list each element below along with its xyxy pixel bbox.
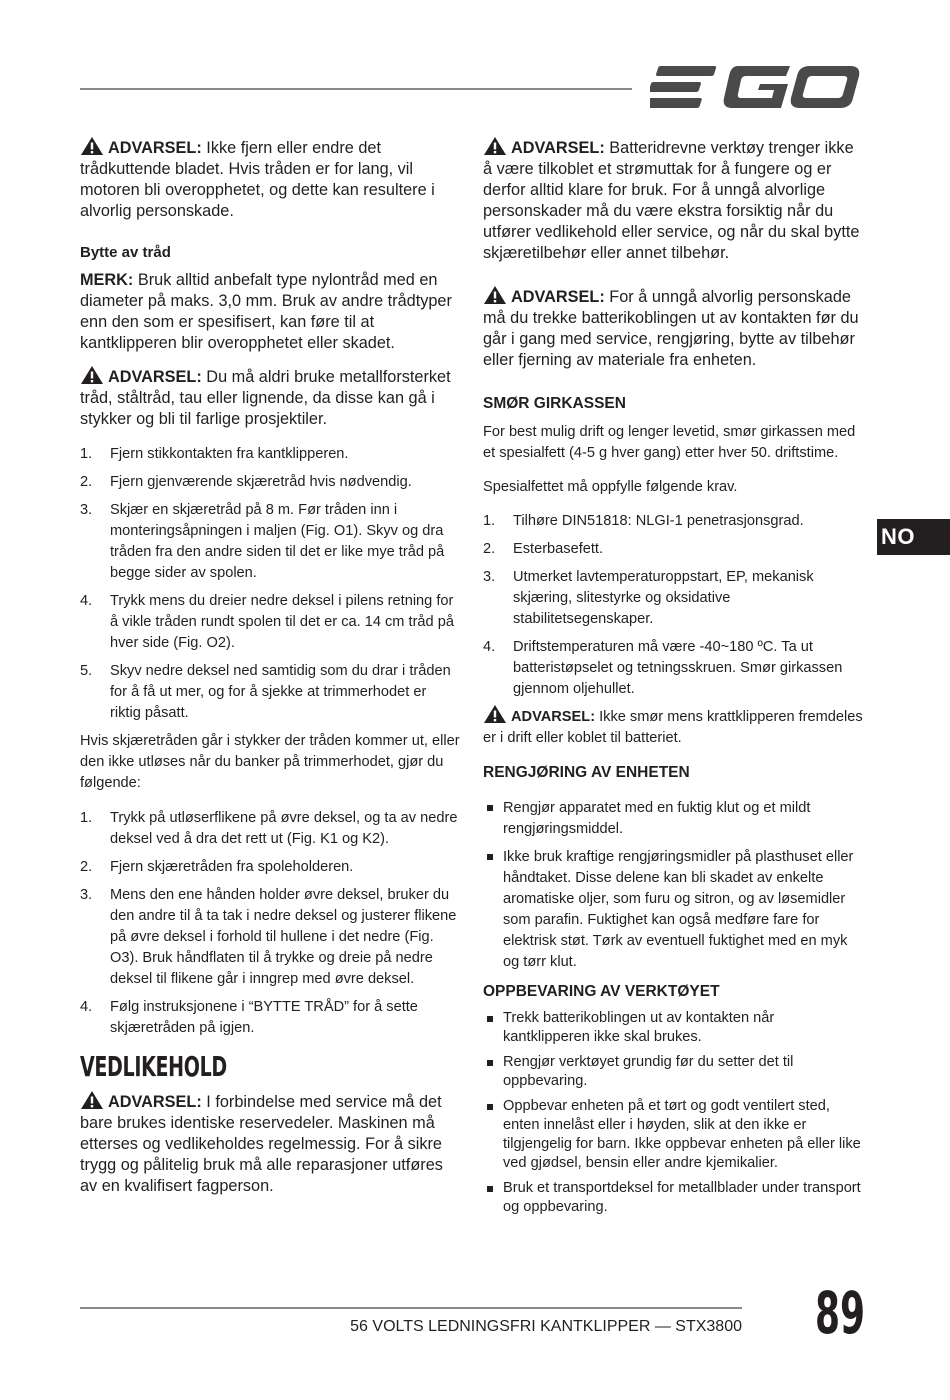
- bullet-text: Rengjør verktøyet grundig før du setter det til oppbevaring.: [503, 1054, 794, 1089]
- warning-blade: [80, 136, 460, 222]
- maintenance-heading: VEDLIKEHOLD: [80, 1050, 227, 1083]
- step-text: Tilhøre DIN51818: NLGI-1 penetrasjonsgrad.: [513, 513, 804, 529]
- list-item: [483, 1009, 863, 1047]
- step-text: Fjern skjæretråden fra spoleholderen.: [110, 859, 354, 875]
- warning-text: For å unngå alvorlig personskade må du trekke batterikoblingen ut av kontakten før du går i gang med service, rengjøring, bytte av tilbehør eller fjerning av materiale fra enheten.: [483, 288, 859, 369]
- step-number: 3.: [483, 569, 496, 585]
- replace-line-heading: Bytte av tråd: [80, 244, 171, 261]
- left-column: [80, 136, 460, 1197]
- step-text: Esterbasefett.: [513, 541, 604, 557]
- list-item: [80, 472, 460, 493]
- warning-disconnect: [483, 285, 863, 371]
- warning-text: Du må aldri bruke metallforsterket tråd, ståltråd, tau eller lignende, da disse kan gå i stykker og bli til farlige prosjektiler.: [80, 368, 451, 428]
- warning-text: I forbindelse med service må det bare brukes identiske reservedeler. Maskinen må etterses og vedlikeholdes regelmessig. For å sikre trygg og pålitelig bruk må alle reparasjoner utføres av en kvalifisert fagperson.: [80, 1093, 443, 1195]
- list-item: [483, 1097, 863, 1173]
- step-text: Skjær en skjæretråd på 8 m. Før tråden inn i monteringsåpningen i maljen (Fig. O1). Skyv og dra tråden fra den andre siden til det er like mye tråd på begge sider av spolen.: [110, 502, 445, 581]
- step-text: Utmerket lavtemperaturoppstart, EP, mekanisk skjæring, slitestyrke og oksidative stabilitetsegenskaper.: [513, 569, 814, 627]
- step-number: 1.: [80, 810, 93, 826]
- rewind-steps: [80, 808, 460, 1039]
- bullet-text: Oppbevar enheten på et tørt og godt ventilert sted, enten innelåst eller i høyden, slik at den ikke er tilgjengelig for barn. Ikke oppbevar enheten på eller like ved gjødsel, bensin eller andre kjemikalier.: [503, 1098, 861, 1171]
- list-item: [483, 1179, 863, 1217]
- warning-label: ADVARSEL:: [108, 139, 202, 157]
- warning-text: Ikke fjern eller endre det trådkuttende bladet. Hvis tråden er for lang, vil motoren bli overopphetet, og dette kan resultere i alvorlig personskade.: [80, 139, 435, 220]
- list-item: [483, 511, 863, 532]
- note-label: MERK:: [80, 271, 134, 289]
- warning-triangle-icon: [483, 285, 507, 305]
- list-item: [80, 661, 460, 724]
- step-text: Fjern gjenværende skjæretråd hvis nødvendig.: [110, 474, 412, 490]
- language-tab: NO: [877, 519, 950, 555]
- warning-triangle-icon: [80, 1090, 104, 1110]
- warning-label: ADVARSEL:: [511, 139, 605, 157]
- footer-rule: [80, 1307, 742, 1309]
- note-text: Bruk alltid anbefalt type nylontråd med en diameter på maks. 3,0 mm. Bruk av andre trådtyper enn den som er spesifisert, kan føre til at kantklipperen blir overopphetet eller skadet.: [80, 271, 452, 352]
- list-item: [80, 444, 460, 465]
- gearbox-paragraph: For best mulig drift og lenger levetid, smør girkassen med et spesialfett (4-5 g hver gang) etter hver 50. driftstime.: [483, 424, 856, 461]
- replace-steps: [80, 444, 460, 724]
- step-number: 1.: [80, 446, 93, 462]
- bullet-square-icon: [487, 854, 493, 860]
- line-break-paragraph: Hvis skjæretråden går i stykker der tråden kommer ut, eller den ikke utløses når du banker på trimmerhodet, gjør du følgende:: [80, 733, 460, 791]
- step-number: 4.: [80, 999, 93, 1015]
- bullet-square-icon: [487, 805, 493, 811]
- step-text: Fjern stikkontakten fra kantklipperen.: [110, 446, 349, 462]
- bullet-text: Ikke bruk kraftige rengjøringsmidler på plasthuset eller håndtaket. Disse delene kan bli skadet av enkelte aromatiske oljer, som furu og sitron, og av løsemidler som parafin. Fuktighet kan også medføre fare for elektrisk støt. Tørk av eventuell fuktighet med en myk og tørr klut.: [503, 849, 854, 970]
- warning-triangle-icon: [80, 136, 104, 156]
- list-item: [80, 500, 460, 584]
- storage-heading: OPPBEVARING AV VERKTØYET: [483, 983, 720, 1000]
- list-item: [483, 847, 863, 973]
- page-number: 89: [815, 1279, 866, 1347]
- warning-triangle-icon: [80, 365, 104, 385]
- list-item: [80, 997, 460, 1039]
- bullet-text: Bruk et transportdeksel for metallblader under transport og oppbevaring.: [503, 1180, 861, 1215]
- step-number: 1.: [483, 513, 496, 529]
- step-text: Driftstemperaturen må være -40~180 ºC. Ta ut batteristøpselet og tetningsskruen. Smør girkassen gjennom oljehullet.: [513, 639, 843, 697]
- step-number: 2.: [80, 859, 93, 875]
- note-line-type: [80, 270, 460, 354]
- warning-triangle-icon: [483, 704, 507, 724]
- list-item: [80, 885, 460, 990]
- right-column: [483, 136, 863, 1217]
- list-item: [483, 567, 863, 630]
- bullet-square-icon: [487, 1060, 493, 1066]
- list-item: [80, 591, 460, 654]
- list-item: [483, 1053, 863, 1091]
- warning-label: ADVARSEL:: [511, 288, 605, 306]
- storage-list: [483, 1009, 863, 1217]
- step-number: 5.: [80, 663, 93, 679]
- bullet-square-icon: [487, 1186, 493, 1192]
- bullet-square-icon: [487, 1104, 493, 1110]
- bullet-text: Rengjør apparatet med en fuktig klut og et mildt rengjøringsmiddel.: [503, 800, 811, 837]
- gearbox-heading: SMØR GIRKASSEN: [483, 395, 626, 412]
- warning-battery-tools: [483, 136, 863, 264]
- step-number: 2.: [80, 474, 93, 490]
- step-number: 3.: [80, 887, 93, 903]
- cleaning-heading: RENGJØRING AV ENHETEN: [483, 764, 690, 781]
- warning-service: [80, 1090, 460, 1197]
- list-item: [80, 808, 460, 850]
- ego-logo: [650, 62, 862, 114]
- step-text: Trykk mens du dreier nedre deksel i pilens retning for å vikle tråden rundt spolen til det er ca. 14 cm tråd på hver side (Fig. O2).: [110, 593, 454, 651]
- header-rule: [80, 88, 632, 90]
- step-text: Mens den ene hånden holder øvre deksel, bruker du den andre til å ta tak i nedre deksel og justerer flikene på øvre deksel i forhold til hullene i det nedre (Fig. O3). Bruk håndflaten til å trykke og dreie på nedre deksel til flikene går i inngrep med øvre deksel.: [110, 887, 457, 987]
- step-text: Følg instruksjonene i “BYTTE TRÅD” for å sette skjæretråden på igjen.: [110, 999, 418, 1036]
- warning-text: Batteridrevne verktøy trenger ikke å være tilkoblet et strømuttak for å fungere og er derfor alltid klare for bruk. For å unngå alvorlige personskader må du være ekstra forsiktig når du utfører vedlikehold eller service, og når du skal bytte skjæretilbehør eller annet tilbehør.: [483, 139, 860, 262]
- warning-label: ADVARSEL:: [108, 368, 202, 386]
- list-item: [80, 857, 460, 878]
- warning-triangle-icon: [483, 136, 507, 156]
- cleaning-list: [483, 798, 863, 973]
- list-item: [483, 637, 863, 700]
- footer-title: 56 VOLTS LEDNINGSFRI KANTKLIPPER — STX3800: [350, 1318, 742, 1335]
- grease-steps: [483, 511, 863, 700]
- step-number: 4.: [483, 639, 496, 655]
- step-text: Skyv nedre deksel ned samtidig som du drar i tråden for å få ut mer, og for å sjekke at trimmerhodet er riktig påsatt.: [110, 663, 451, 721]
- list-item: [483, 798, 863, 840]
- warning-lubricate: [483, 704, 863, 749]
- step-number: 3.: [80, 502, 93, 518]
- bullet-text: Trekk batterikoblingen ut av kontakten når kantklipperen ikke skal brukes.: [503, 1010, 775, 1045]
- step-number: 4.: [80, 593, 93, 609]
- step-number: 2.: [483, 541, 496, 557]
- warning-metal-line: [80, 365, 460, 430]
- bullet-square-icon: [487, 1016, 493, 1022]
- warning-label: ADVARSEL:: [511, 709, 596, 725]
- list-item: [483, 539, 863, 560]
- warning-text: Ikke smør mens krattklipperen fremdeles er i drift eller koblet til batteriet.: [483, 709, 863, 746]
- warning-label: ADVARSEL:: [108, 1093, 202, 1111]
- step-text: Trykk på utløserflikene på øvre deksel, og ta av nedre deksel ved å dra det rett ut (Fig. K1 og K2).: [110, 810, 458, 847]
- grease-requirements: Spesialfettet må oppfylle følgende krav.: [483, 479, 738, 495]
